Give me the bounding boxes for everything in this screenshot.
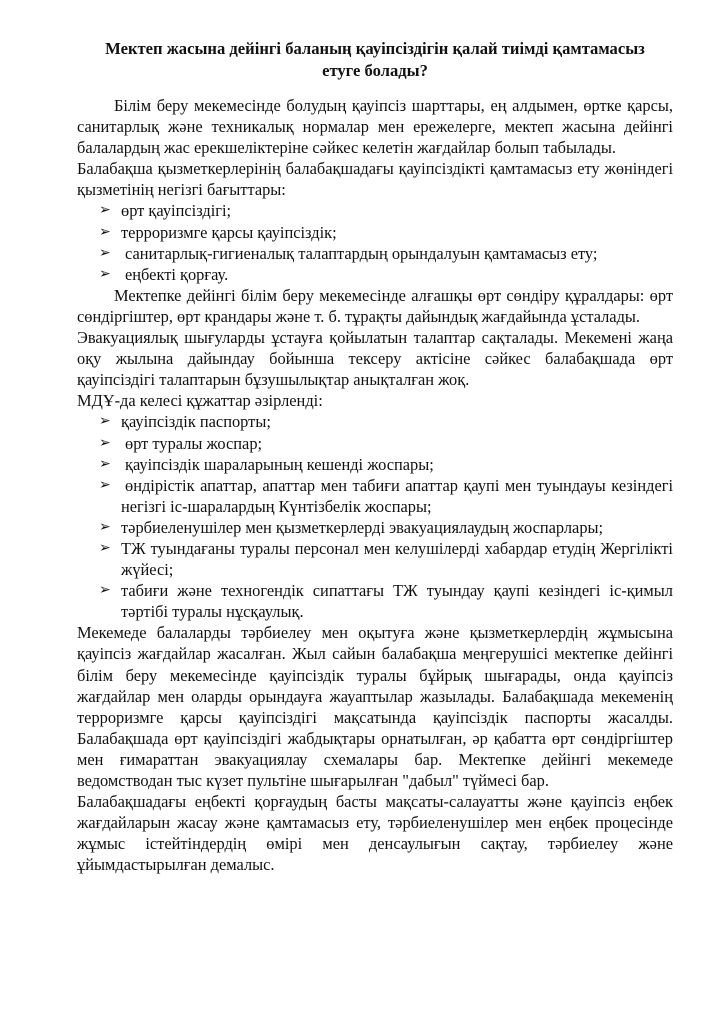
list-item: ➢ тәрбиеленушілер мен қызметкерлерді эвакуациялаудың жоспарлары;	[99, 517, 604, 537]
list-item: ➢ ТЖ туындағаны туралы персонал мен келушілерді хабардар етудің Жергілікті жүйесі;	[99, 538, 673, 580]
list-item: ➢ санитарлық-гигиеналық талаптардың орындалуын қамтамасыз ету;	[99, 243, 598, 263]
paragraph-documents-intro: МДҰ-да келесі құжаттар әзірленді:	[77, 391, 323, 411]
paragraph-safe-conditions: Білім беру мекемесінде болудың қауіпсіз шарттары, ең алдымен, өртке қарсы, санитарлық және техникалық нормалар мен ережелерге, мектеп жасына дейінгі балалардың жас ерекшеліктеріне сәйкес келетін жағдайлар болып табылады.	[77, 96, 673, 158]
document-page	[77, 38, 673, 875]
document-title: Мектеп жасына дейінгі баланың қауіпсіздігін қалай тиімді қамтамасыз етуге болады?	[105, 39, 645, 80]
directions-list	[77, 200, 673, 284]
list-item: ➢ қауіпсіздік паспорты;	[99, 412, 271, 432]
arrow-bullet-icon: ➢	[99, 455, 111, 472]
list-item: ➢ терроризмге қарсы қауіпсіздік;	[99, 222, 337, 242]
paragraph-safety-conditions: Мекемеде балаларды тәрбиелеу мен оқытуға және қызметкерлердің жұмысына қауіпсіз жағдайлар жасалған. Жыл сайын балабақша меңгерушісі мектепке дейінгі білім беру мекемесінде қауіпсіздік туралы бұйрық шығарады, онда қауіпсіз жағдайлар мен оларды орындауға жауаптылар жазылады. Балабақшада мекеменің терроризмге қарсы қауіпсіздігі мақсатында қауіпсіздік паспорты жасалды. Балабақшада өрт қауіпсіздігі жабдықтары орнатылған, әр қабатта өрт сөндіргіштер мен ғимараттан эвакуациялау схемалары бар. Мектепке дейінгі мекемеде ведомстводан тыс күзет пультіне шығарылған "дабыл" түймесі бар.	[77, 623, 673, 790]
arrow-bullet-icon: ➢	[99, 202, 111, 219]
paragraph-labor-protection: Балабақшадағы еңбекті қорғаудың басты мақсаты-салауатты және қауіпсіз еңбек жағдайларын жасау және қамтамасыз ету, тәрбиеленушілер мен еңбек процесінде жұмыс істейтіндердің өмірі мен денсаулығын сақтау, тәрбиелеу және ұйымдастырылған демалыс.	[77, 792, 673, 875]
arrow-bullet-icon: ➢	[99, 518, 111, 535]
arrow-bullet-icon: ➢	[99, 539, 111, 556]
arrow-bullet-icon: ➢	[99, 413, 111, 430]
arrow-bullet-icon: ➢	[99, 244, 111, 261]
list-item: ➢ өрт қауіпсіздігі;	[99, 201, 232, 221]
arrow-bullet-icon: ➢	[99, 476, 111, 493]
list-item: ➢ қауіпсіздік шараларының кешенді жоспары;	[99, 454, 434, 474]
arrow-bullet-icon: ➢	[99, 223, 111, 240]
paragraph-directions-intro: Балабақша қызметкерлерінің балабақшадағы қауіпсіздікті қамтамасыз ету жөніндегі қызметінің негізгі бағыттары:	[77, 159, 673, 200]
documents-list	[77, 411, 673, 622]
list-item: ➢ өндірістік апаттар, апаттар мен табиғи апаттар қаупі мен туындауы кезіндегі негізгі іс-шаралардың Күнтізбелік жоспары;	[99, 475, 673, 516]
list-item: ➢ еңбекті қорғау.	[99, 264, 229, 284]
paragraph-fire-equipment: Мектепке дейінгі білім беру мекемесінде алғашқы өрт сөндіру құралдары: өрт сөндіргіштер, өрт крандары және т. б. тұрақты дайындық жағдайында ұсталады.	[77, 285, 673, 326]
list-item: ➢ өрт туралы жоспар;	[99, 433, 263, 453]
list-item: ➢ табиғи және техногендік сипаттағы ТЖ туындау қаупі кезіндегі іс-қимыл тәртібі туралы нұсқаулық.	[99, 581, 673, 622]
paragraph-evacuation-exits: Эвакуациялық шығуларды ұстауға қойылатын талаптар сақталады. Мекемені жаңа оқу жылына дайындау бойынша тексеру актісіне сәйкес балабақшада өрт қауіпсіздігі талаптарын бұзушылықтар анықталған жоқ.	[77, 328, 673, 390]
arrow-bullet-icon: ➢	[99, 582, 111, 599]
arrow-bullet-icon: ➢	[99, 265, 111, 282]
arrow-bullet-icon: ➢	[99, 434, 111, 451]
